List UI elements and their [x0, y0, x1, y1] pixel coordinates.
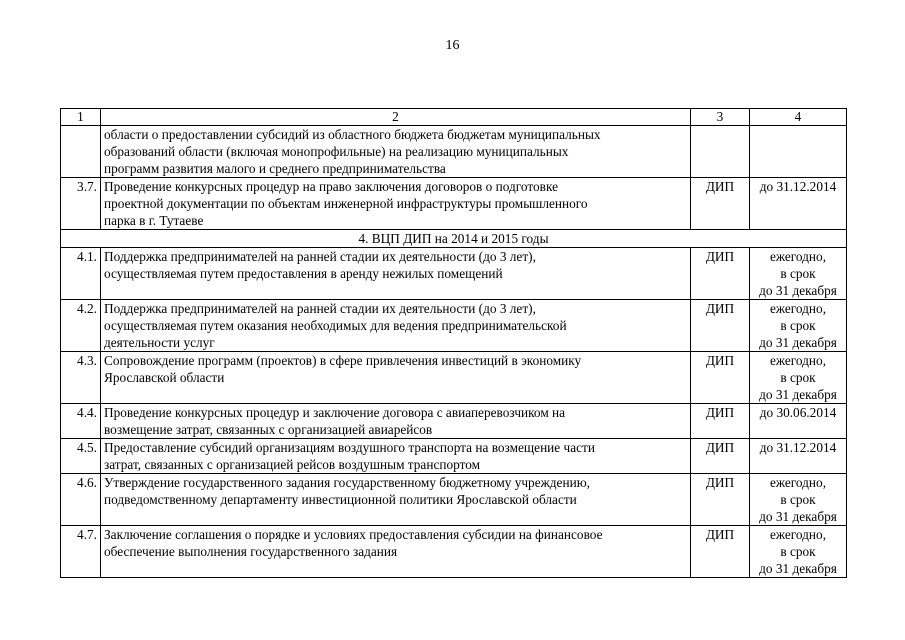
row-executor: ДИП — [691, 526, 750, 578]
row-executor: ДИП — [691, 178, 750, 230]
row-term: до 30.06.2014 — [750, 404, 847, 439]
header-cell-4: 4 — [750, 109, 847, 126]
row-executor: ДИП — [691, 300, 750, 352]
row-text: Утверждение государственного задания государственному бюджетному учреждению, подведомственному департаменту инвестиционной политики Ярославской области — [101, 474, 691, 526]
row-text: Поддержка предпринимателей на ранней стадии их деятельности (до 3 лет), осуществляемая путем оказания необходимых для ведения предпринимательской деятельности услуг — [101, 300, 691, 352]
row-text: Предоставление субсидий организациям воздушного транспорта на возмещение части затрат, связанных с организацией рейсов воздушным транспортом — [101, 439, 691, 474]
row-term: ежегодно, в срок до 31 декабря — [750, 474, 847, 526]
row-number: 4.3. — [61, 352, 101, 404]
plan-table — [60, 108, 847, 578]
row-term: до 31.12.2014 — [750, 439, 847, 474]
header-cell-1: 1 — [61, 109, 101, 126]
header-cell-2: 2 — [101, 109, 691, 126]
row-term: ежегодно, в срок до 31 декабря — [750, 248, 847, 300]
row-executor: ДИП — [691, 439, 750, 474]
row-text: области о предоставлении субсидий из областного бюджета бюджетам муниципальных образований области (включая монопрофильные) на реализацию муниципальных программ развития малого и среднего предпринимательства — [101, 126, 691, 178]
header-cell-3: 3 — [691, 109, 750, 126]
table-row-4-7 — [61, 526, 847, 578]
row-number: 4.7. — [61, 526, 101, 578]
row-term: до 31.12.2014 — [750, 178, 847, 230]
row-text: Проведение конкурсных процедур на право заключения договоров о подготовке проектной документации по объектам инженерной инфраструктуры промышленного парка в г. Тутаеве — [101, 178, 691, 230]
row-text: Сопровождение программ (проектов) в сфере привлечения инвестиций в экономику Ярославской области — [101, 352, 691, 404]
row-executor: ДИП — [691, 352, 750, 404]
row-executor: ДИП — [691, 248, 750, 300]
table-row-4-6 — [61, 474, 847, 526]
row-text: Поддержка предпринимателей на ранней стадии их деятельности (до 3 лет), осуществляемая путем предоставления в аренду нежилых помещений — [101, 248, 691, 300]
row-number: 4.6. — [61, 474, 101, 526]
row-number — [61, 126, 101, 178]
row-number: 3.7. — [61, 178, 101, 230]
table-row-4-4 — [61, 404, 847, 439]
row-term: ежегодно, в срок до 31 декабря — [750, 352, 847, 404]
row-number: 4.1. — [61, 248, 101, 300]
section-title: 4. ВЦП ДИП на 2014 и 2015 годы — [61, 230, 847, 248]
row-number: 4.5. — [61, 439, 101, 474]
table-row-4-2 — [61, 300, 847, 352]
table-header-row — [61, 109, 847, 126]
row-term: ежегодно, в срок до 31 декабря — [750, 300, 847, 352]
table-row-4-5 — [61, 439, 847, 474]
row-term: ежегодно, в срок до 31 декабря — [750, 526, 847, 578]
section-row — [61, 230, 847, 248]
page-number: 16 — [445, 38, 460, 53]
row-term — [750, 126, 847, 178]
row-executor — [691, 126, 750, 178]
row-number: 4.4. — [61, 404, 101, 439]
table-row-4-1 — [61, 248, 847, 300]
table-row-3-7 — [61, 178, 847, 230]
table-row-4-3 — [61, 352, 847, 404]
row-executor: ДИП — [691, 404, 750, 439]
table-row-continuation — [61, 126, 847, 178]
row-text: Проведение конкурсных процедур и заключение договора с авиаперевозчиком на возмещение затрат, связанных с организацией авиарейсов — [101, 404, 691, 439]
row-text: Заключение соглашения о порядке и условиях предоставления субсидии на финансовое обеспечение выполнения государственного задания — [101, 526, 691, 578]
row-number: 4.2. — [61, 300, 101, 352]
row-executor: ДИП — [691, 474, 750, 526]
